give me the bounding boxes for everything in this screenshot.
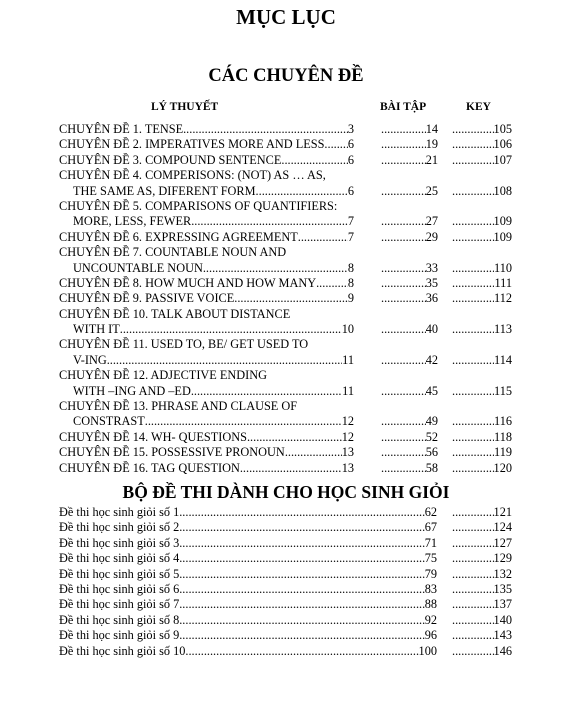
toc-entry-title: CHUYÊN ĐỀ 16. TAG QUESTION (59, 460, 240, 475)
toc-key-cell (452, 445, 512, 460)
toc-exercise-page: 14 (425, 122, 438, 136)
exam-key-cell (452, 582, 512, 597)
toc-theory-page: 12 (341, 414, 354, 429)
toc-entry (59, 137, 354, 152)
exam-page: 96 (424, 628, 437, 643)
exam-row[interactable] (0, 551, 572, 566)
exam-key-page: 132 (493, 566, 512, 581)
dot-leader (234, 291, 348, 306)
dot-leader (324, 137, 347, 152)
toc-entry (59, 199, 354, 214)
toc-exercise-cell (381, 230, 438, 245)
toc-entry-title: MORE, LESS, FEWER (73, 214, 192, 229)
dot-leader (381, 276, 426, 291)
toc-exercise-page: 40 (425, 322, 438, 337)
dot-leader (107, 353, 342, 368)
dot-leader (452, 613, 494, 628)
toc-row[interactable] (0, 461, 572, 476)
toc-key-cell (452, 122, 512, 137)
toc-entry (73, 184, 354, 199)
toc-entry-title: UNCOUNTABLE NOUN (73, 260, 203, 275)
toc-exercise-page: 19 (425, 137, 438, 152)
exam-row[interactable] (0, 597, 572, 612)
dot-leader (452, 505, 494, 520)
toc-theory-page: 7 (347, 229, 354, 244)
toc-exercise-page: 36 (425, 291, 438, 306)
exam-row[interactable] (0, 628, 572, 643)
toc-exercise-cell (381, 214, 438, 229)
exam-row[interactable] (0, 536, 572, 551)
dot-leader (145, 414, 342, 429)
toc-theory-page: 12 (341, 429, 354, 444)
toc-exercise-page: 58 (425, 460, 438, 475)
toc-exercise-cell (381, 414, 438, 429)
dot-leader (452, 153, 494, 168)
dot-leader (381, 137, 426, 152)
exam-row[interactable] (0, 613, 572, 628)
toc-entry-title: CHUYÊN ĐỀ 1. TENSE (59, 122, 184, 136)
toc-row[interactable] (0, 153, 572, 168)
toc-key-cell (452, 461, 512, 476)
dot-leader (281, 153, 347, 168)
toc-key-page: 115 (494, 383, 512, 398)
section-title-topics: CÁC CHUYÊN ĐỀ (208, 66, 364, 86)
dot-leader (120, 322, 342, 337)
toc-exercise-cell (381, 276, 438, 291)
toc-theory-page: 13 (341, 460, 354, 475)
exam-entry (59, 536, 437, 551)
exam-key-page: 137 (493, 597, 512, 612)
column-header-theory: LÝ THUYẾT (151, 101, 219, 113)
dot-leader (203, 261, 348, 276)
toc-exercise-cell (381, 122, 438, 137)
toc-exercise-page: 42 (425, 352, 438, 367)
exam-page: 79 (424, 566, 437, 581)
dot-leader (240, 461, 342, 476)
exam-key-cell (452, 628, 512, 643)
toc-key-page: 114 (494, 352, 512, 367)
dot-leader (452, 214, 494, 229)
exam-key-cell (452, 644, 512, 659)
exam-entry (59, 520, 437, 535)
toc-row[interactable] (0, 414, 572, 429)
dot-leader (381, 445, 426, 460)
toc-row[interactable] (0, 261, 572, 276)
toc-exercise-cell (381, 291, 438, 306)
toc-key-page: 113 (494, 322, 512, 337)
toc-key-cell (452, 261, 512, 276)
toc-entry-title: CHUYÊN ĐỀ 8. HOW MUCH AND HOW MANY (59, 275, 317, 290)
exam-entry-title: Đề thi học sinh giỏi số 6 (59, 581, 180, 596)
dot-leader (179, 582, 424, 597)
dot-leader (452, 261, 494, 276)
toc-entry-title: CHUYÊN ĐỀ 15. POSSESSIVE PRONOUN (59, 445, 285, 460)
toc-exercise-page: 21 (425, 152, 438, 167)
exam-entry (59, 628, 437, 643)
toc-entry-title: CHUYÊN ĐỀ 13. PHRASE AND CLAUSE OF (59, 399, 298, 414)
toc-row[interactable] (0, 184, 572, 199)
toc-exercise-page: 33 (425, 260, 438, 275)
toc-theory-page: 6 (347, 152, 354, 167)
dot-leader (452, 520, 494, 535)
dot-leader (452, 430, 494, 445)
toc-exercise-page: 56 (425, 445, 438, 460)
toc-entry-title: CHUYÊN ĐỀ 2. IMPERATIVES MORE AND LESS (59, 137, 325, 152)
column-header-exercise: BÀI TẬP (380, 101, 427, 113)
toc-entry-title: THE SAME AS, DIFERENT FORM (73, 183, 256, 198)
dot-leader (381, 214, 426, 229)
toc-key-cell (452, 322, 512, 337)
toc-key-page: 110 (494, 260, 512, 275)
toc-theory-page: 11 (342, 383, 354, 398)
toc-row[interactable] (0, 322, 572, 337)
dot-leader (381, 384, 426, 399)
toc-entry (59, 230, 354, 245)
toc-entry (59, 461, 354, 476)
exam-entry-title: Đề thi học sinh giỏi số 2 (59, 520, 180, 535)
dot-leader (452, 137, 494, 152)
exam-entry-title: Đề thi học sinh giỏi số 8 (59, 612, 180, 627)
toc-key-page: 111 (494, 275, 512, 290)
dot-leader (179, 520, 424, 535)
toc-row[interactable] (0, 445, 572, 460)
dot-leader (381, 261, 426, 276)
toc-entry (73, 261, 354, 276)
toc-key-page: 109 (493, 214, 512, 229)
dot-leader (452, 184, 494, 199)
toc-key-cell (452, 384, 512, 399)
toc-entry-title: CHUYÊN ĐỀ 7. COUNTABLE NOUN AND (59, 245, 287, 260)
exam-page: 62 (424, 505, 437, 519)
toc-entry-title: CHUYÊN ĐỀ 11. USED TO, BE/ GET USED TO (59, 337, 309, 352)
exams-toc-list (0, 505, 572, 659)
exam-key-cell (452, 597, 512, 612)
exam-entry-title: Đề thi học sinh giỏi số 5 (59, 566, 180, 581)
toc-entry (73, 384, 354, 399)
toc-entry-title: CONSTRAST (73, 414, 145, 429)
exam-entry-title: Đề thi học sinh giỏi số 4 (59, 551, 180, 566)
dot-leader (452, 291, 494, 306)
dot-leader (381, 461, 426, 476)
exam-page: 71 (424, 535, 437, 550)
toc-key-cell (452, 137, 512, 152)
toc-exercise-cell (381, 153, 438, 168)
dot-leader (179, 597, 424, 612)
exam-entry (59, 597, 437, 612)
toc-key-page: 120 (493, 460, 512, 475)
toc-row[interactable] (0, 307, 572, 322)
toc-theory-page: 13 (341, 445, 354, 460)
toc-key-cell (452, 230, 512, 245)
dot-leader (183, 122, 348, 137)
toc-entry (59, 245, 354, 260)
dot-leader (247, 430, 342, 445)
exam-key-page: 140 (493, 612, 512, 627)
toc-entry (59, 445, 354, 460)
dot-leader (191, 214, 348, 229)
toc-theory-page: 8 (347, 275, 354, 290)
dot-leader (381, 430, 426, 445)
toc-key-page: 105 (493, 122, 512, 136)
toc-exercise-page: 45 (425, 383, 438, 398)
dot-leader (381, 122, 426, 137)
exam-page: 83 (424, 581, 437, 596)
toc-entry-title: CHUYÊN ĐỀ 10. TALK ABOUT DISTANCE (59, 306, 291, 321)
exam-row[interactable] (0, 644, 572, 659)
toc-entry (73, 353, 354, 368)
exam-key-cell (452, 520, 512, 535)
exam-entry-title: Đề thi học sinh giỏi số 3 (59, 535, 180, 550)
toc-entry-title: CHUYÊN ĐỀ 6. EXPRESSING AGREEMENT (59, 229, 298, 244)
exam-entry (59, 582, 437, 597)
toc-key-page: 118 (494, 429, 512, 444)
dot-leader (185, 644, 418, 659)
toc-theory-page: 9 (347, 291, 354, 306)
dot-leader (381, 414, 426, 429)
toc-exercise-cell (381, 430, 438, 445)
toc-entry (59, 337, 354, 352)
toc-key-cell (452, 414, 512, 429)
toc-entry (73, 414, 354, 429)
dot-leader (179, 613, 424, 628)
toc-entry-title: CHUYÊN ĐỀ 3. COMPOUND SENTENCE (59, 152, 282, 167)
dot-leader (179, 628, 424, 643)
page-title: MỤC LỤC (236, 5, 336, 29)
toc-row[interactable] (0, 137, 572, 152)
toc-row[interactable] (0, 384, 572, 399)
dot-leader (381, 230, 426, 245)
toc-entry (59, 276, 354, 291)
toc-entry-title: CHUYÊN ĐỀ 12. ADJECTIVE ENDING (59, 368, 268, 383)
dot-leader (452, 628, 494, 643)
exam-key-page: 135 (493, 581, 512, 596)
topics-toc-list (0, 122, 572, 476)
dot-leader (452, 536, 494, 551)
dot-leader (179, 567, 424, 582)
toc-key-cell (452, 153, 512, 168)
toc-exercise-cell (381, 384, 438, 399)
toc-theory-page: 8 (347, 260, 354, 275)
toc-theory-page: 7 (347, 214, 354, 229)
toc-entry-title: CHUYÊN ĐỀ 9. PASSIVE VOICE (59, 291, 235, 306)
toc-row[interactable] (0, 122, 572, 137)
toc-theory-page: 6 (347, 183, 354, 198)
exam-row[interactable] (0, 520, 572, 535)
dot-leader (381, 291, 426, 306)
toc-theory-page: 3 (347, 122, 354, 136)
dot-leader (452, 414, 494, 429)
toc-row[interactable] (0, 276, 572, 291)
toc-entry (59, 399, 354, 414)
toc-row[interactable] (0, 353, 572, 368)
exam-entry (59, 505, 437, 520)
toc-entry-title: WITH IT (73, 322, 120, 337)
toc-exercise-page: 27 (425, 214, 438, 229)
dot-leader (452, 122, 494, 137)
toc-key-page: 116 (494, 414, 512, 429)
toc-row[interactable] (0, 368, 572, 383)
toc-row[interactable] (0, 399, 572, 414)
exam-key-page: 146 (493, 643, 512, 658)
toc-exercise-cell (381, 461, 438, 476)
toc-entry (73, 322, 354, 337)
toc-entry (59, 307, 354, 322)
exam-key-cell (452, 536, 512, 551)
exam-key-cell (452, 551, 512, 566)
toc-exercise-page: 52 (425, 429, 438, 444)
toc-key-page: 112 (494, 291, 512, 306)
toc-row[interactable] (0, 168, 572, 183)
toc-key-page: 119 (494, 445, 512, 460)
exam-key-page: 143 (493, 628, 512, 643)
exam-entry (59, 567, 437, 582)
toc-entry-title: V-ING (73, 352, 107, 367)
toc-key-cell (452, 430, 512, 445)
dot-leader (452, 597, 494, 612)
dot-leader (452, 582, 494, 597)
exam-key-page: 124 (493, 520, 512, 535)
toc-entry-title: WITH –ING AND –ED (73, 383, 191, 398)
toc-row[interactable] (0, 430, 572, 445)
exam-entry-title: Đề thi học sinh giỏi số 9 (59, 628, 180, 643)
toc-entry-title: CHUYÊN ĐỀ 5. COMPARISONS OF QUANTIFIERS: (59, 198, 338, 213)
dot-leader (191, 384, 342, 399)
dot-leader (452, 644, 494, 659)
exam-key-page: 127 (493, 535, 512, 550)
toc-theory-page: 6 (347, 137, 354, 152)
exam-key-cell (452, 505, 512, 520)
dot-leader (452, 353, 494, 368)
toc-entry (59, 153, 354, 168)
toc-entry-title: CHUYÊN ĐỀ 4. COMPERISONS: (NOT) AS … AS, (59, 168, 326, 183)
toc-exercise-cell (381, 261, 438, 276)
toc-theory-page: 10 (341, 322, 354, 337)
dot-leader (452, 461, 494, 476)
dot-leader (381, 153, 426, 168)
exam-page: 88 (424, 597, 437, 612)
exam-entry (59, 551, 437, 566)
exam-entry-title: Đề thi học sinh giỏi số 1 (59, 505, 180, 519)
toc-exercise-cell (381, 445, 438, 460)
exam-entry-title: Đề thi học sinh giỏi số 7 (59, 597, 180, 612)
toc-key-cell (452, 184, 512, 199)
dot-leader (452, 384, 494, 399)
exam-key-cell (452, 613, 512, 628)
toc-row[interactable] (0, 214, 572, 229)
toc-row[interactable] (0, 291, 572, 306)
toc-key-cell (452, 276, 512, 291)
exam-key-page: 129 (493, 551, 512, 566)
toc-entry (73, 214, 354, 229)
toc-entry (59, 430, 354, 445)
dot-leader (316, 276, 348, 291)
toc-key-cell (452, 214, 512, 229)
exam-key-page: 121 (493, 505, 512, 519)
exam-key-cell (452, 567, 512, 582)
dot-leader (381, 184, 426, 199)
toc-key-cell (452, 291, 512, 306)
dot-leader (381, 353, 426, 368)
exam-page: 75 (424, 551, 437, 566)
exam-row[interactable] (0, 582, 572, 597)
exam-page: 100 (418, 643, 437, 658)
dot-leader (381, 322, 426, 337)
exam-page: 67 (424, 520, 437, 535)
toc-entry (59, 168, 354, 183)
dot-leader (256, 184, 348, 199)
toc-exercise-page: 29 (425, 229, 438, 244)
toc-exercise-cell (381, 184, 438, 199)
toc-key-page: 106 (493, 137, 512, 152)
toc-exercise-cell (381, 322, 438, 337)
toc-exercise-page: 35 (425, 275, 438, 290)
toc-entry (59, 291, 354, 306)
dot-leader (452, 322, 494, 337)
exam-entry (59, 644, 437, 659)
toc-key-cell (452, 353, 512, 368)
dot-leader (452, 445, 494, 460)
toc-row[interactable] (0, 337, 572, 352)
toc-entry (59, 122, 354, 137)
dot-leader (179, 505, 424, 520)
exam-entry-title: Đề thi học sinh giỏi số 10 (59, 643, 186, 658)
exam-row[interactable] (0, 567, 572, 582)
column-header-key: KEY (466, 101, 491, 113)
exam-row[interactable] (0, 505, 572, 520)
toc-exercise-cell (381, 353, 438, 368)
toc-entry (59, 368, 354, 383)
dot-leader (452, 230, 494, 245)
toc-theory-page: 11 (342, 352, 354, 367)
dot-leader (179, 551, 424, 566)
dot-leader (179, 536, 424, 551)
toc-row[interactable] (0, 230, 572, 245)
dot-leader (298, 230, 348, 245)
dot-leader (285, 445, 342, 460)
toc-row[interactable] (0, 199, 572, 214)
toc-exercise-page: 25 (425, 183, 438, 198)
toc-key-page: 109 (493, 229, 512, 244)
toc-exercise-cell (381, 137, 438, 152)
exam-entry (59, 613, 437, 628)
toc-exercise-page: 49 (425, 414, 438, 429)
toc-key-page: 107 (493, 152, 512, 167)
section-title-exams: BỘ ĐỀ THI DÀNH CHO HỌC SINH GIỎI (122, 482, 450, 502)
toc-entry-title: CHUYÊN ĐỀ 14. WH- QUESTIONS (59, 429, 247, 444)
toc-key-page: 108 (493, 183, 512, 198)
toc-row[interactable] (0, 245, 572, 260)
dot-leader (452, 276, 494, 291)
dot-leader (452, 551, 494, 566)
dot-leader (452, 567, 494, 582)
exam-page: 92 (424, 612, 437, 627)
